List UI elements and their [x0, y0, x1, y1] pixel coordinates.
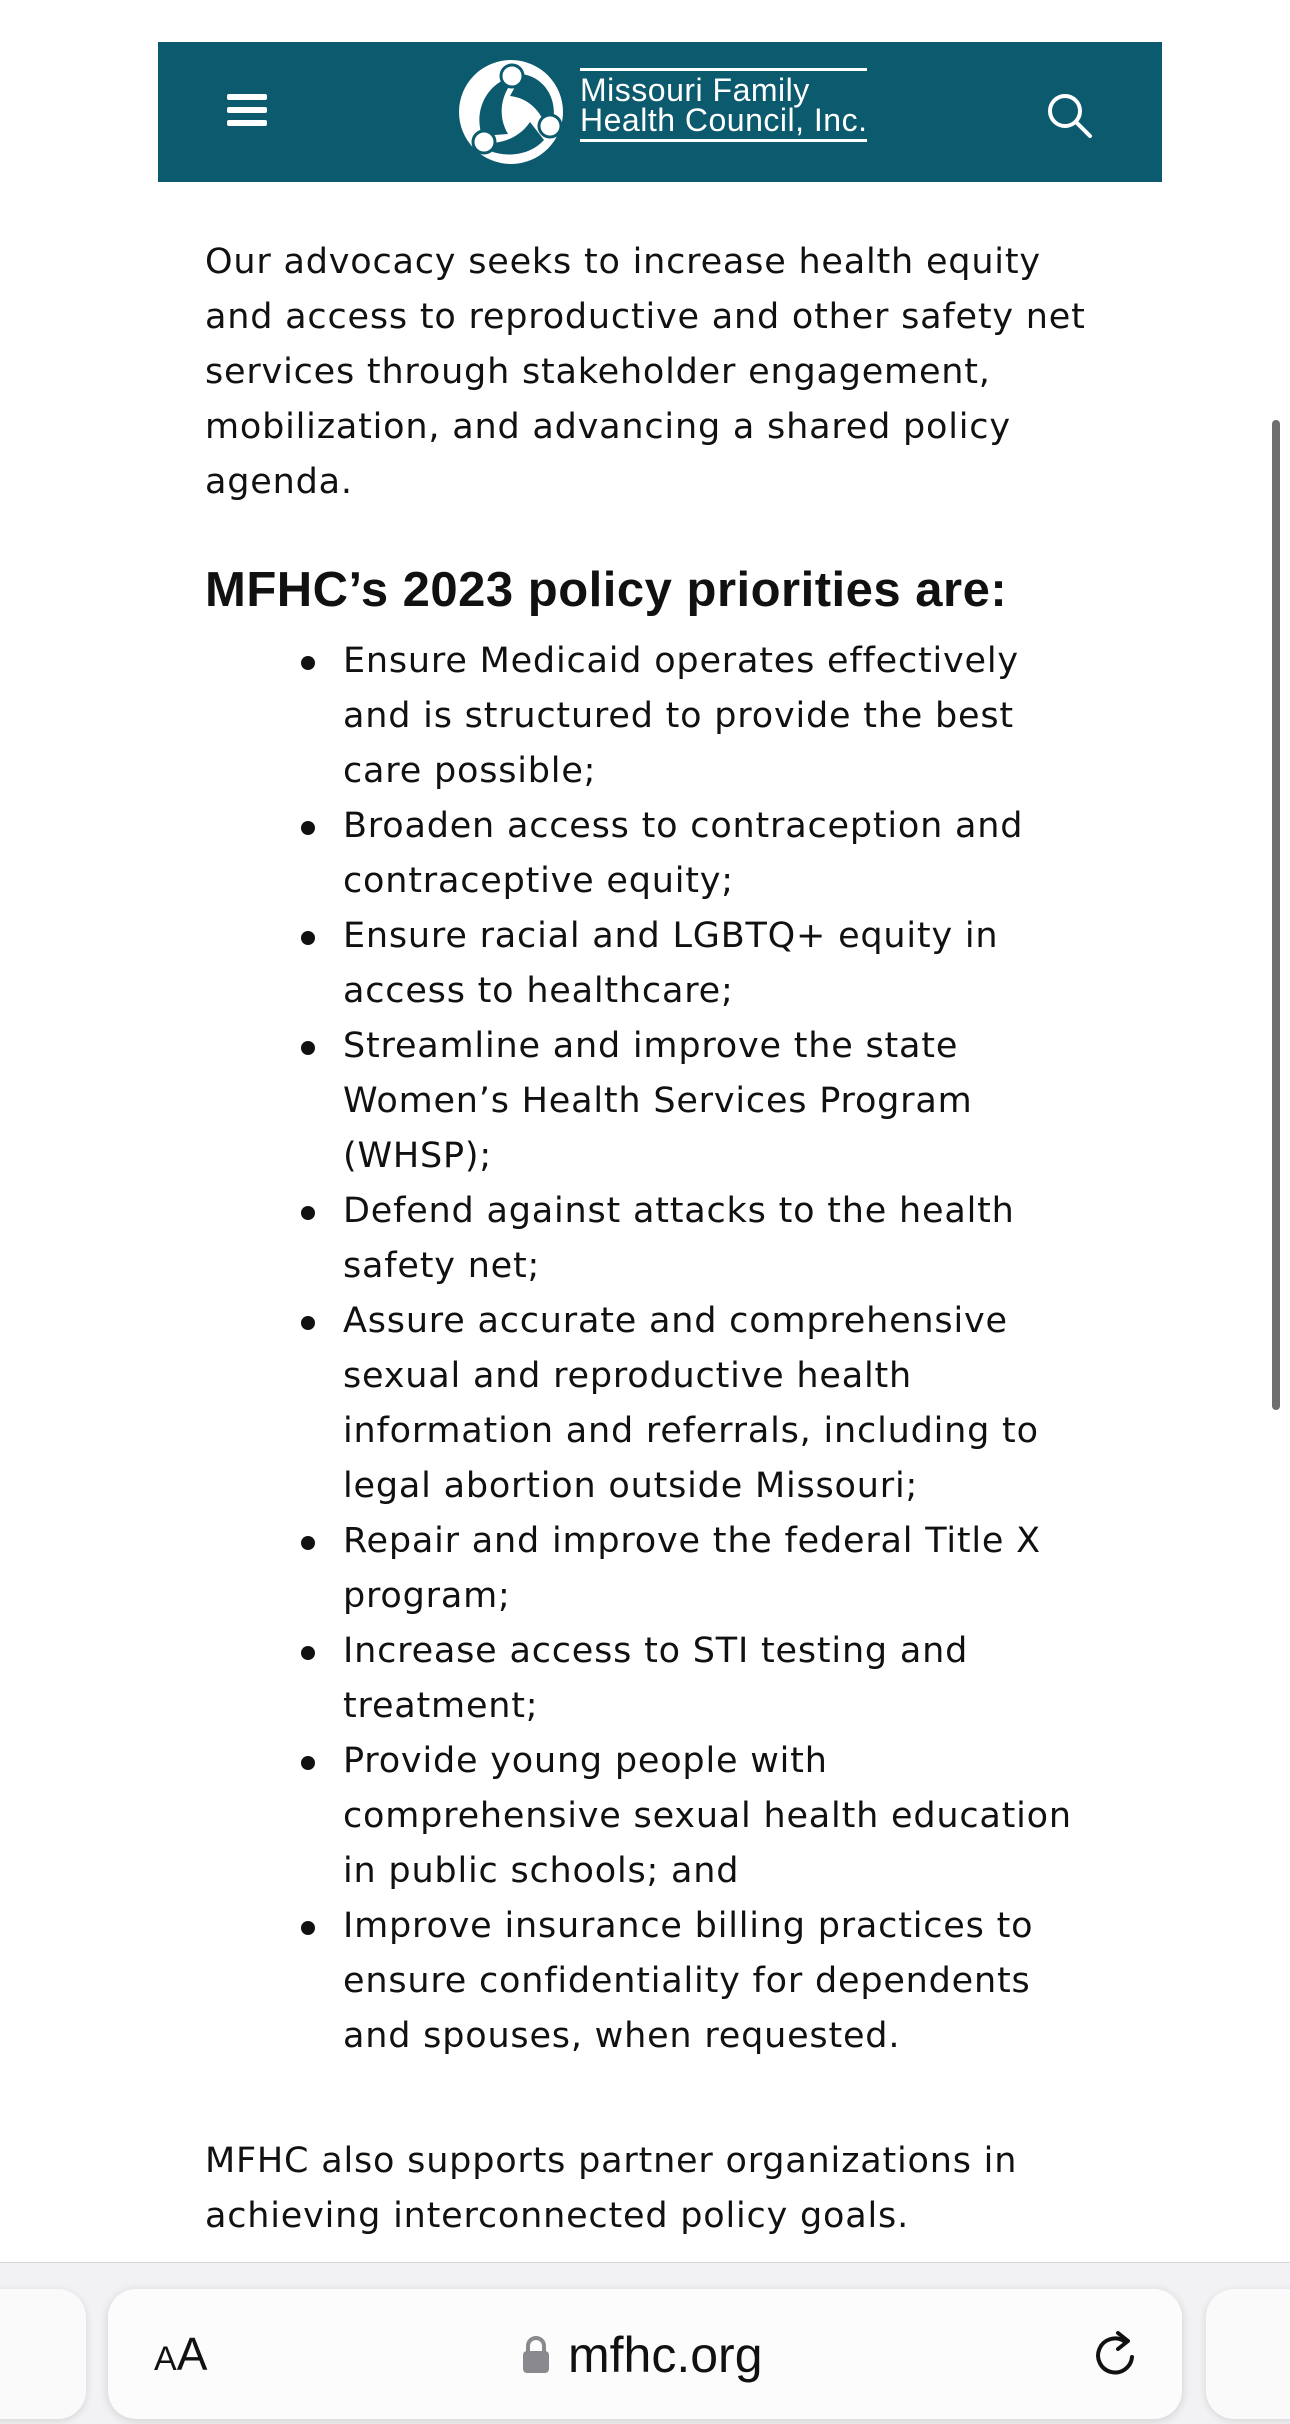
- logo-text: [580, 74, 867, 142]
- closing-paragraph: MFHC also supports partner organizations in achieving interconnected policy goals.: [205, 2141, 1018, 2236]
- previous-tab-preview[interactable]: [0, 2289, 86, 2419]
- browser-bottom-bar: [0, 2262, 1290, 2424]
- priority-item: Ensure Medicaid operates effectively and is structured to provide the best care possible;: [343, 634, 1083, 799]
- logo-mark-icon: [452, 56, 570, 168]
- hamburger-menu-icon-bar: [227, 107, 267, 113]
- address-bar[interactable]: [108, 2289, 1182, 2419]
- text-size-big-glyph: A: [176, 2328, 208, 2380]
- reload-button[interactable]: [1088, 2327, 1144, 2383]
- search-button[interactable]: [1044, 90, 1094, 140]
- priority-item: Provide young people with comprehensive sexual health education in public schools; and: [343, 1734, 1083, 1899]
- priorities-list: [205, 634, 1105, 2064]
- logo-line-2: Health Council, Inc.: [580, 105, 867, 142]
- url-display[interactable]: [522, 2327, 763, 2383]
- priority-item: Broaden access to contraception and contraceptive equity;: [343, 799, 1083, 909]
- next-tab-preview[interactable]: [1206, 2289, 1290, 2419]
- priorities-heading: MFHC’s 2023 policy priorities are:: [205, 563, 1008, 617]
- logo-line-1: Missouri Family: [580, 68, 867, 105]
- priority-item: Assure accurate and comprehensive sexual and reproductive health information and referrals, including to legal abortion outside Missouri;: [343, 1294, 1083, 1514]
- site-logo[interactable]: [452, 56, 872, 168]
- main-content: [205, 235, 1105, 2244]
- text-size-small-glyph: A: [154, 2340, 177, 2378]
- priority-item: Repair and improve the federal Title X program;: [343, 1514, 1083, 1624]
- priority-item: Streamline and improve the state Women’s Health Services Program (WHSP);: [343, 1019, 1083, 1184]
- priority-item: Ensure racial and LGBTQ+ equity in access to healthcare;: [343, 909, 1083, 1019]
- url-text: mfhc.org: [568, 2327, 763, 2383]
- lock-icon: [522, 2336, 550, 2374]
- hamburger-menu-icon-bar: [227, 120, 267, 126]
- search-icon: [1044, 90, 1094, 140]
- intro-paragraph: Our advocacy seeks to increase health equity and access to reproductive and other safety net services through stakeholder engagement, mobilization, and advancing a shared policy agenda.: [205, 242, 1086, 502]
- text-size-button[interactable]: [154, 2327, 207, 2381]
- priority-item: Improve insurance billing practices to ensure confidentiality for dependents and spouses, when requested.: [343, 1899, 1083, 2064]
- page-scrollbar[interactable]: [1272, 420, 1280, 1410]
- reload-icon: [1088, 2327, 1144, 2383]
- priority-item: Defend against attacks to the health safety net;: [343, 1184, 1083, 1294]
- hamburger-menu-icon: [227, 94, 267, 100]
- menu-button[interactable]: [227, 94, 267, 130]
- site-header: [158, 42, 1162, 182]
- priority-item: Increase access to STI testing and treatment;: [343, 1624, 1083, 1734]
